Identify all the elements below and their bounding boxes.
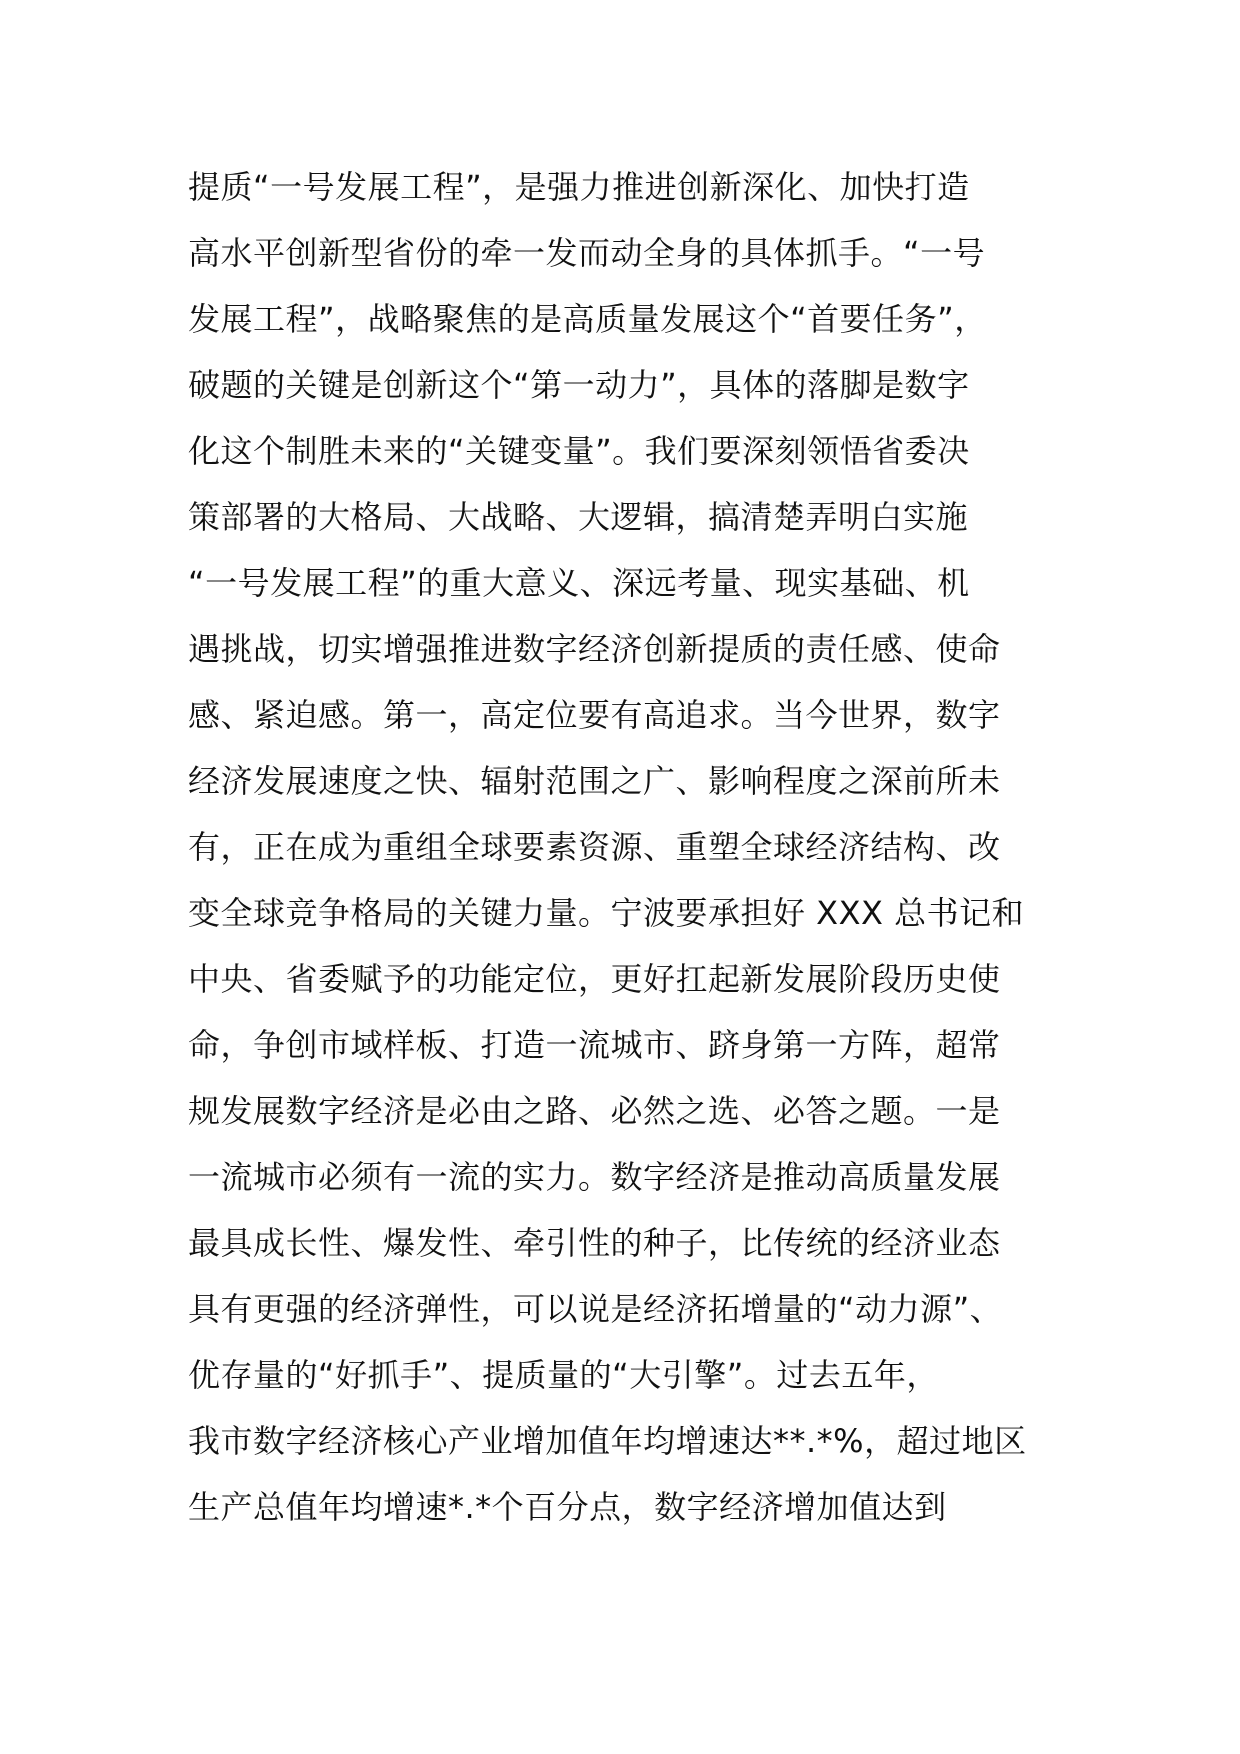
text-line: 生产总值年均增速*.*个百分点，数字经济增加值达到 <box>188 1488 947 1526</box>
text-line: 策部署的大格局、大战略、大逻辑，搞清楚弄明白实施 <box>188 498 969 536</box>
text-line: 优存量的“好抓手”、提质量的“大引擎”。过去五年， <box>188 1356 939 1394</box>
text-line: 破题的关键是创新这个“第一动力”，具体的落脚是数字 <box>188 366 970 404</box>
text-line: 具有更强的经济弹性，可以说是经济拓增量的“动力源”、 <box>188 1290 1003 1328</box>
text-line: 一流城市必须有一流的实力。数字经济是推动高质量发展 <box>188 1158 1001 1196</box>
text-line: 最具成长性、爆发性、牵引性的种子，比传统的经济业态 <box>188 1224 1001 1262</box>
body-paragraph <box>188 154 1068 1540</box>
text-line: 遇挑战，切实增强推进数字经济创新提质的责任感、使命 <box>188 630 1001 668</box>
text-line: 高水平创新型省份的牵一发而动全身的具体抓手。“一号 <box>188 234 986 272</box>
text-line: 经济发展速度之快、辐射范围之广、影响程度之深前所未 <box>188 762 1001 800</box>
text-line: 提质“一号发展工程”，是强力推进创新深化、加快打造 <box>188 168 970 206</box>
text-line: 中央、省委赋予的功能定位，更好扛起新发展阶段历史使 <box>188 960 1001 998</box>
text-line: 命，争创市域样板、打造一流城市、跻身第一方阵，超常 <box>188 1026 1001 1064</box>
text-line: 变全球竞争格局的关键力量。宁波要承担好 XXX 总书记和 <box>188 894 1025 932</box>
text-line: 规发展数字经济是必由之路、必然之选、必答之题。一是 <box>188 1092 1001 1130</box>
text-line: “一号发展工程”的重大意义、深远考量、现实基础、机 <box>188 564 970 602</box>
text-line: 化这个制胜未来的“关键变量”。我们要深刻领悟省委决 <box>188 432 970 470</box>
text-line: 有，正在成为重组全球要素资源、重塑全球经济结构、改 <box>188 828 1001 866</box>
text-line: 发展工程”，战略聚焦的是高质量发展这个“首要任务”， <box>188 300 987 338</box>
text-line: 我市数字经济核心产业增加值年均增速达**.*%，超过地区 <box>188 1422 1027 1460</box>
text-line: 感、紧迫感。第一，高定位要有高追求。当今世界，数字 <box>188 696 1001 734</box>
